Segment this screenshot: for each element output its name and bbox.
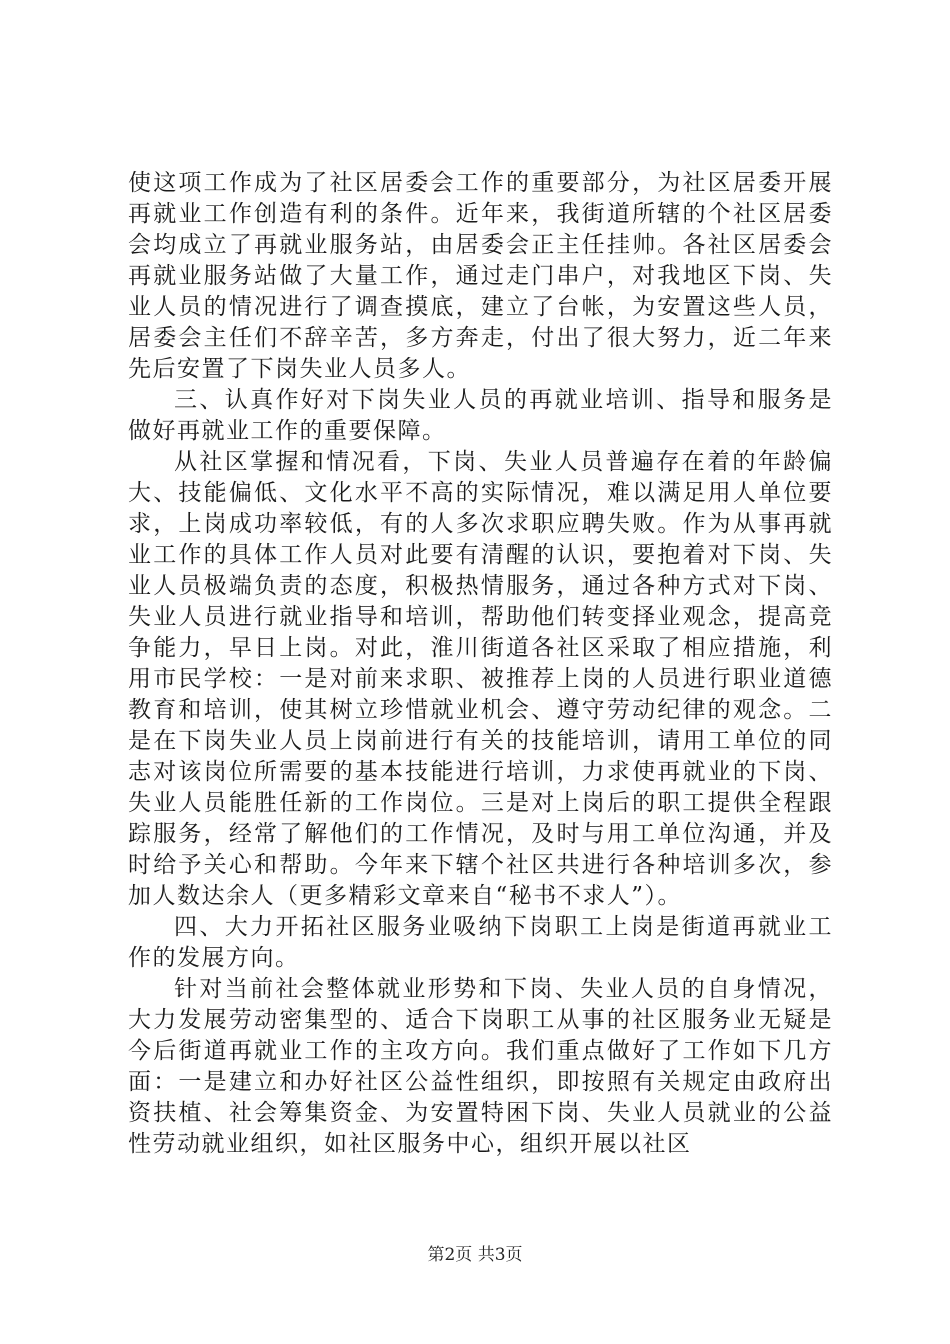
page-number-footer: 第2页 共3页 [427, 1245, 523, 1265]
paragraph-training: 从社区掌握和情况看，下岗、失业人员普遍存在着的年龄偏大、技能偏低、文化水平不高的实际情况，难以满足用人单位要求，上岗成功率较低，有的人多次求职应聘失败。作为从事再就业工作的具体工作人员对此要有清醒的认识，要抱着对下岗、失业人员极端负责的态度，积极热情服务，通过各种方式对下岗、失业人员进行就业指导和培训，帮助他们转变择业观念，提高竞争能力，早日上岗。对此，淮川街道各社区采取了相应措施，利用市民学校：一是对前来求职、被推荐上岗的人员进行职业道德教育和培训，使其树立珍惜就业机会、遵守劳动纪律的观念。二是在下岗失业人员上岗前进行有关的技能培训，请用工单位的同志对该岗位所需要的基本技能进行培训，力求使再就业的下岗、失业人员能胜任新的工作岗位。三是对上岗后的职工提供全程跟踪服务，经常了解他们的工作情况，及时与用工单位沟通，并及时给予关心和帮助。今年来下辖个社区共进行各种培训多次，参加人数达余人（更多精彩文章来自“秘书不求人”）。 [128, 449, 833, 909]
document-body [128, 168, 833, 1160]
paragraph-heading-four: 四、大力开拓社区服务业吸纳下岗职工上岗是街道再就业工作的发展方向。 [128, 914, 833, 971]
paragraph-community-service: 针对当前社会整体就业形势和下岗、失业人员的自身情况，大力发展劳动密集型的、适合下岗职工从事的社区服务业无疑是今后街道再就业工作的主攻方向。我们重点做好了工作如下几方面：一是建立和办好社区公益性组织，即按照有关规定由政府出资扶植、社会筹集资金、为安置特困下岗、失业人员就业的公益性劳动就业组织，如社区服务中心，组织开展以社区 [128, 976, 833, 1157]
paragraph-continuation: 使这项工作成为了社区居委会工作的重要部分，为社区居委开展再就业工作创造有利的条件。近年来，我街道所辖的个社区居委会均成立了再就业服务站，由居委会正主任挂帅。各社区居委会再就业服务站做了大量工作，通过走门串户，对我地区下岗、失业人员的情况进行了调查摸底，建立了台帐，为安置这些人员，居委会主任们不辞辛苦，多方奔走，付出了很大努力，近二年来先后安置了下岗失业人员多人。 [128, 170, 833, 382]
paragraph-heading-three: 三、认真作好对下岗失业人员的再就业培训、指导和服务是做好再就业工作的重要保障。 [128, 387, 833, 444]
